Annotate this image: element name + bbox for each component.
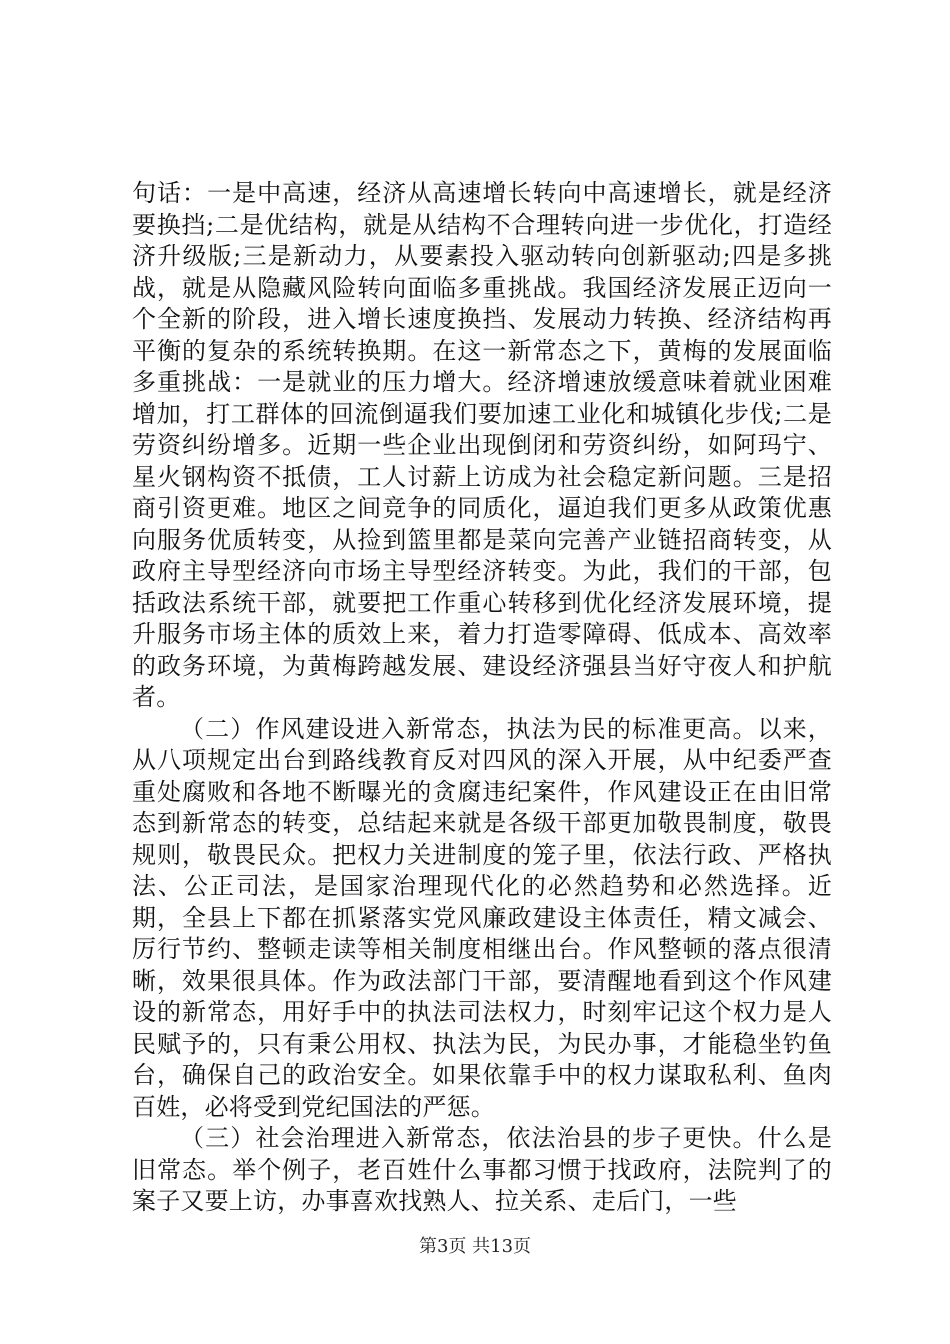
page-footer [0, 1232, 950, 1258]
paragraph-economy: 句话：一是中高速，经济从高速增长转向中高速增长，就是经济要换挡;二是优结构，就是从结构不合理转向进一步优化，打造经济升级版;三是新动力，从要素投入驱动转向创新驱动;四是多挑战，就是从隐藏风险转向面临多重挑战。我国经济发展正迈向一个全新的阶段，进入增长速度换挡、发展动力转换、经济结构再平衡的复杂的系统转换期。在这一新常态之下，黄梅的发展面临多重挑战：一是就业的压力增大。经济增速放缓意味着就业困难增加，打工群体的回流倒逼我们要加速工业化和城镇化步伐;二是劳资纠纷增多。近期一些企业出现倒闭和劳资纠纷，如阿玛宁、星火钢构资不抵债，工人讨薪上访成为社会稳定新问题。三是招商引资更难。地区之间竞争的同质化，逼迫我们更多从政策优惠向服务优质转变，从捡到篮里都是菜向完善产业链招商转变，从政府主导型经济向市场主导型经济转变。为此，我们的干部，包括政法系统干部，就要把工作重心转移到优化经济发展环境，提升服务市场主体的质效上来，着力打造零障碍、低成本、高效率的政务环境，为黄梅跨越发展、建设经济强县当好守夜人和护航者。 [132, 179, 832, 711]
page-number-label: 第3页 共13页 [418, 1236, 532, 1257]
document-body [132, 178, 832, 1218]
paragraph-social-governance: （三）社会治理进入新常态，依法治县的步子更快。什么是旧常态。举个例子，老百姓什么事都习惯于找政府，法院判了的案子又要上访，办事喜欢找熟人、拉关系、走后门，一些 [132, 1124, 832, 1215]
paragraph-work-style: （二）作风建设进入新常态，执法为民的标准更高。以来，从八项规定出台到路线教育反对四风的深入开展，从中纪委严查重处腐败和各地不断曝光的贪腐违纪案件，作风建设正在由旧常态到新常态的转变，总结起来就是各级干部更加敬畏制度，敬畏规则，敬畏民众。把权力关进制度的笼子里，依法行政、严格执法、公正司法，是国家治理现代化的必然趋势和必然选择。近期，全县上下都在抓紧落实党风廉政建设主体责任，精文减会、厉行节约、整顿走读等相关制度相继出台。作风整顿的落点很清晰，效果很具体。作为政法部门干部，要清醒地看到这个作风建设的新常态，用好手中的执法司法权力，时刻牢记这个权力是人民赋予的，只有秉公用权、执法为民，为民办事，才能稳坐钓鱼台，确保自己的政治安全。如果依靠手中的权力谋取私利、鱼肉百姓，必将受到党纪国法的严惩。 [132, 714, 832, 1121]
